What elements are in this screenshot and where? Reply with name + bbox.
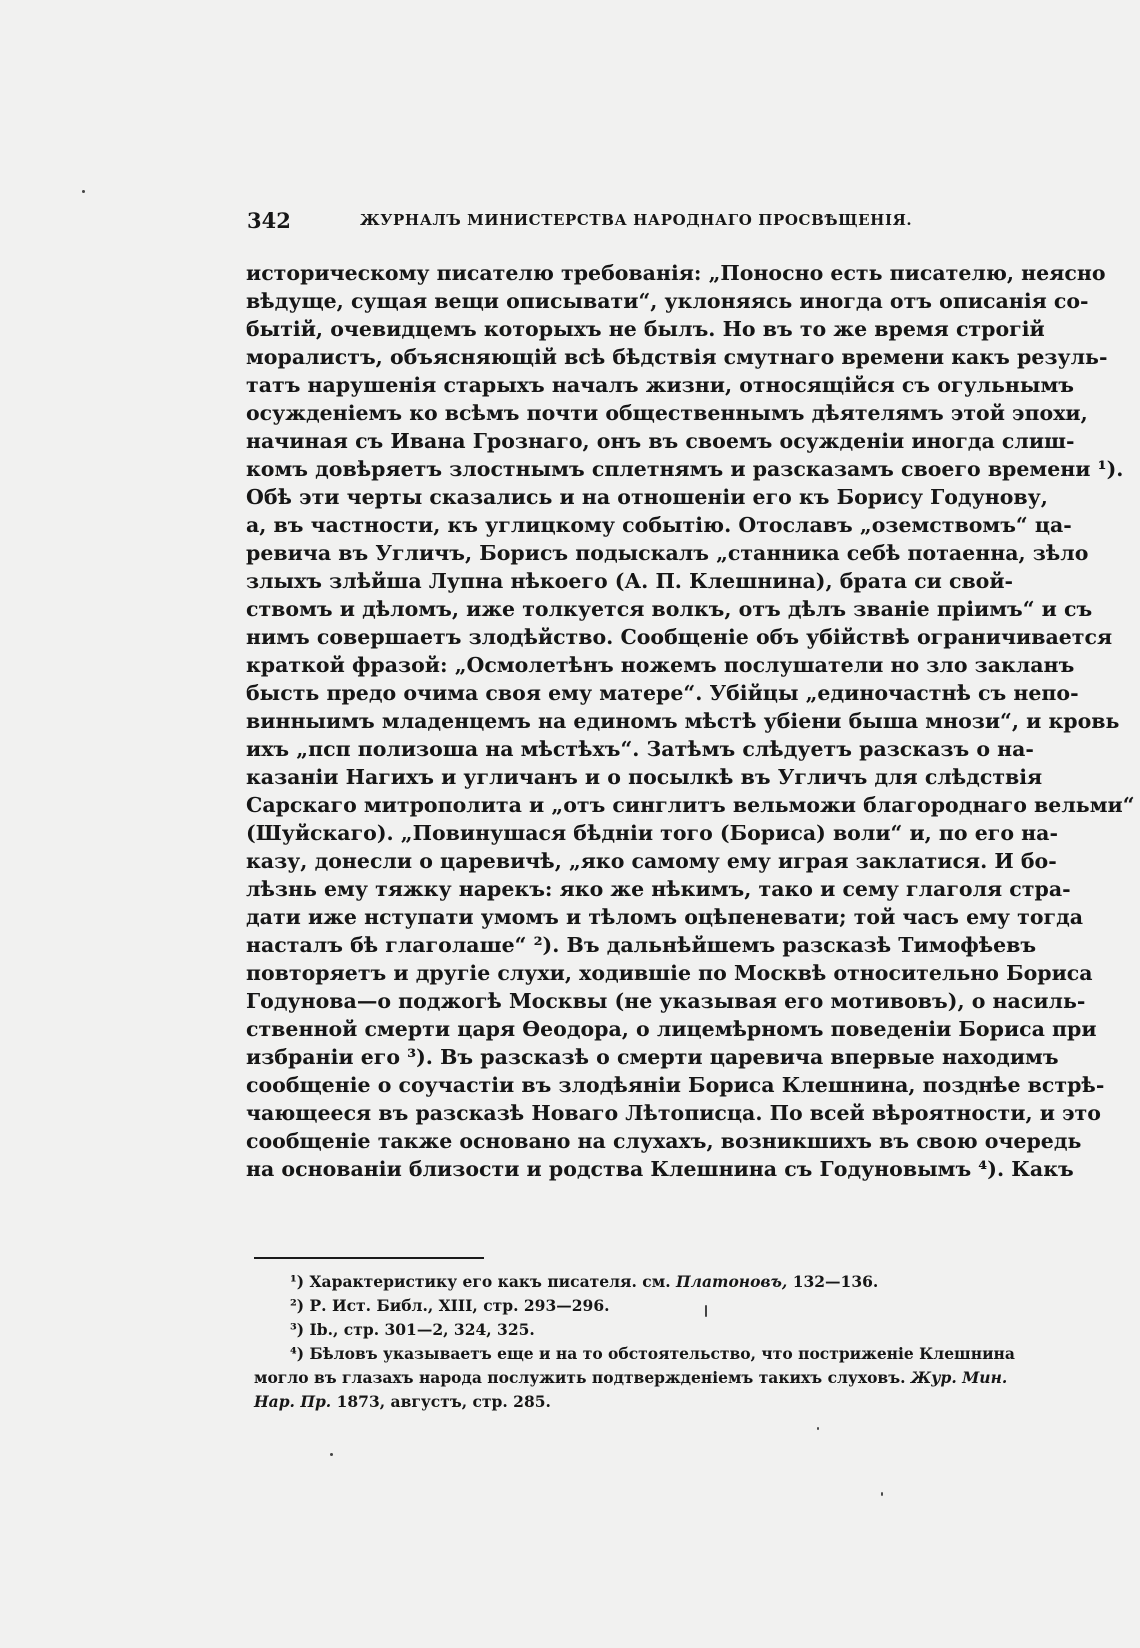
footnote-2 [254, 1294, 998, 1318]
scan-speck [881, 1492, 883, 1496]
text-line: а, въ частности, къ углицкому событію. Отославъ „оземствомъ“ ца- [246, 513, 1072, 537]
body-text [246, 259, 1135, 1183]
footnote-1-pages: 132—136. [792, 1272, 879, 1291]
footnote-2-mark: ²) [290, 1296, 305, 1315]
text-line: чающееся въ разсказѣ Новаго Лѣтописца. По всей вѣроятности, и это [246, 1101, 1101, 1125]
text-line: ственной смерти царя Ѳеодора, о лицемѣрномъ поведеніи Бориса при [246, 1017, 1097, 1041]
footnotes [254, 1270, 1015, 1414]
text-line: краткой фразой: „Осмолетѣнъ ножемъ послушатели но зло закланъ [246, 653, 1075, 677]
text-line: Обѣ эти черты сказались и на отношеніи его къ Борису Годунову, [246, 485, 1048, 509]
text-line: осужденіемъ ко всѣмъ почти общественнымъ дѣятелямъ этой эпохи, [246, 401, 1088, 425]
text-line: Сарскаго митрополита и „отъ синглитъ вельможи благороднаго вельми“ [246, 793, 1135, 817]
footnote-1 [254, 1270, 998, 1294]
text-line: татъ нарушенія старыхъ началъ жизни, относящійся съ огульнымъ [246, 373, 1075, 397]
scan-speck [82, 190, 85, 193]
text-line: ревича въ Угличъ, Борисъ подыскалъ „станника себѣ потаенна, зѣло [246, 541, 1089, 565]
footnote-4-text-1: Бѣловъ указываетъ еще и на то обстоятельство, что постриженіе Клешнина [309, 1344, 1015, 1363]
footnote-4-line-3 [254, 1390, 998, 1414]
text-line: повторяетъ и другіе слухи, ходившіе по Москвѣ относительно Бориса [246, 961, 1093, 985]
text-line: на основаніи близости и родства Клешнина съ Годуновымъ ⁴). Какъ [246, 1157, 1074, 1181]
footnote-3 [254, 1318, 998, 1342]
text-line: винныимъ младенцемъ на единомъ мѣстѣ убіени быша мнози“, и кровь [246, 709, 1120, 733]
text-line: Годунова—о поджогѣ Москвы (не указывая его мотивовъ), о насиль- [246, 989, 1086, 1013]
text-line: ствомъ и дѣломъ, иже толкуется волкъ, отъ дѣлъ званіе пріимъ“ и съ [246, 597, 1093, 621]
footnote-4-text-2: могло въ глазахъ народа послужить подтвержденіемъ такихъ слуховъ. [254, 1368, 906, 1387]
page-number: 342 [247, 208, 291, 233]
footnote-1-author: Платоновъ, [676, 1272, 788, 1291]
footnote-3-text: Ib., стр. 301—2, 324, 325. [309, 1320, 535, 1339]
footnote-1-mark: ¹) [290, 1272, 305, 1291]
text-line: историческому писателю требованія: „Поносно есть писателю, неясно [246, 261, 1106, 285]
text-line: лѣзнь ему тяжку нарекъ: яко же нѣкимъ, тако и сему глаголя стра- [246, 877, 1071, 901]
text-line: избраніи его ³). Въ разсказѣ о смерти царевича впервые находимъ [246, 1045, 1059, 1069]
text-line: моралистъ, объясняющій всѣ бѣдствія смутнаго времени какъ резуль- [246, 345, 1108, 369]
scan-speck [330, 1453, 333, 1456]
footnote-3-mark: ³) [290, 1320, 305, 1339]
footnote-4-journal-2: Нар. Пр. [254, 1392, 332, 1411]
page-header [247, 208, 997, 234]
text-line: нимъ совершаетъ злодѣйство. Сообщеніе объ убійствѣ ограничивается [246, 625, 1113, 649]
text-line: казу, донесли о царевичѣ, „яко самому ему играя заклатися. И бо- [246, 849, 1057, 873]
footnote-4-line-1 [254, 1342, 1015, 1366]
text-line: (Шуйскаго). „Повинушася бѣдніи того (Бориса) воли“ и, по его на- [246, 821, 1058, 845]
scan-speck [817, 1427, 819, 1430]
text-line: казаніи Нагихъ и угличанъ и о посылкѣ въ Угличъ для слѣдствія [246, 765, 1043, 789]
footnote-4-tail: 1873, августъ, стр. 285. [336, 1392, 551, 1411]
footnote-1-text: Характеристику его какъ писателя. см. [309, 1272, 671, 1291]
footnote-4-journal: Жур. Мин. [910, 1368, 1008, 1387]
footnote-4-mark: ⁴) [290, 1344, 305, 1363]
footnote-divider [254, 1257, 484, 1259]
text-line: злыхъ злѣйша Лупна нѣкоего (А. П. Клешнина), брата си свой- [246, 569, 1014, 593]
text-line: комъ довѣряетъ злостнымъ сплетнямъ и разсказамъ своего времени ¹). [246, 457, 1124, 481]
text-line: дати иже нступати умомъ и тѣломъ оцѣпеневати; той часъ ему тогда [246, 905, 1084, 929]
running-title: ЖУРНАЛЪ МИНИСТЕРСТВА НАРОДНАГО ПРОСВѢЩЕНІЯ. [360, 211, 913, 229]
footnote-4-line-2 [254, 1366, 1008, 1390]
footnote-2-text: Р. Ист. Библ., XIII, стр. 293—296. [309, 1296, 610, 1315]
text-line: ихъ „псп полизоша на мѣстѣхъ“. Затѣмъ слѣдуетъ разсказъ о на- [246, 737, 1034, 761]
text-line: начиная съ Ивана Грознаго, онъ въ своемъ осужденіи иногда слиш- [246, 429, 1075, 453]
text-line: сообщеніе также основано на слухахъ, возникшихъ въ свою очередь [246, 1129, 1082, 1153]
text-line: вѣдуще, сущая вещи описывати“, уклоняясь иногда отъ описанія со- [246, 289, 1089, 313]
text-line: бытій, очевидцемъ которыхъ не былъ. Но въ то же время строгій [246, 317, 1045, 341]
text-line: насталъ бѣ глаголаше“ ²). Въ дальнѣйшемъ разсказѣ Тимофѣевъ [246, 933, 1037, 957]
scan-speck [705, 1305, 707, 1317]
text-line: сообщеніе о соучастіи въ злодѣяніи Бориса Клешнина, позднѣе встрѣ- [246, 1073, 1105, 1097]
text-line: бысть предо очима своя ему матере“. Убійцы „единочастнѣ съ непо- [246, 681, 1079, 705]
